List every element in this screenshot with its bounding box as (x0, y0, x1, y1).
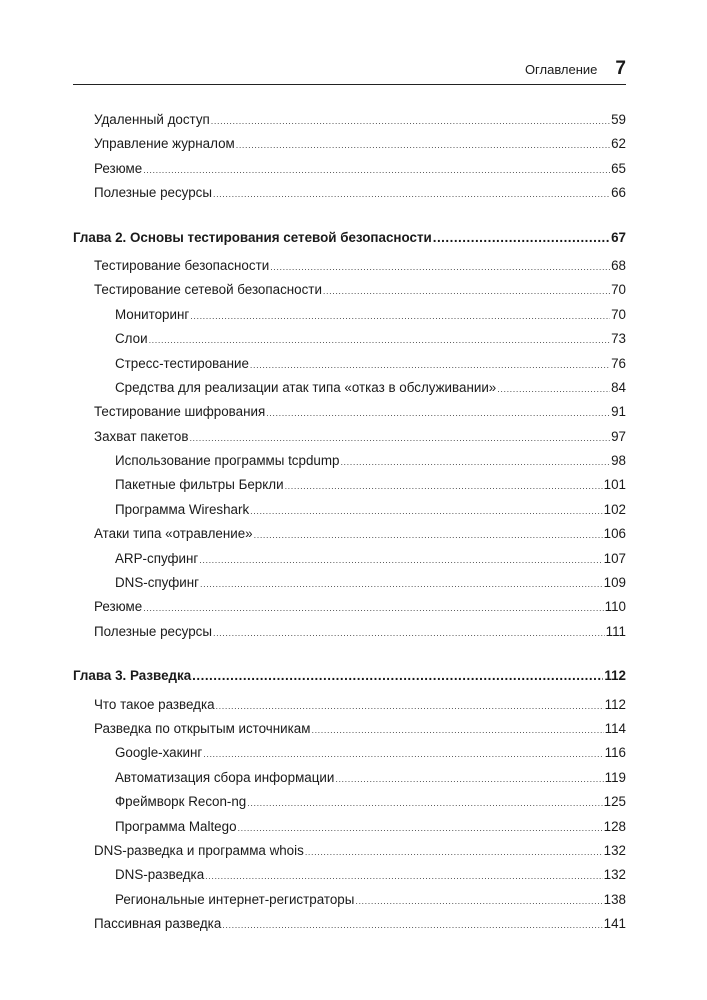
toc-chapter-entry[interactable] (73, 230, 626, 254)
toc-entry[interactable] (73, 892, 626, 916)
toc-entry[interactable] (73, 282, 626, 306)
dot-leader (270, 262, 610, 272)
toc-entry-title: Региональные интернет-регистраторы (115, 891, 355, 907)
toc-entry[interactable] (73, 356, 626, 380)
toc-entry[interactable] (73, 721, 626, 745)
toc-entry[interactable] (73, 599, 626, 623)
toc-entry[interactable] (73, 916, 626, 940)
toc-entry[interactable] (73, 453, 626, 477)
page-number: 7 (615, 58, 626, 79)
toc-entry-page: 91 (611, 404, 626, 420)
toc-entry-page: 101 (603, 477, 626, 493)
toc-entry[interactable] (73, 502, 626, 526)
toc-entry-page: 97 (611, 428, 626, 444)
toc-entry[interactable] (73, 161, 626, 185)
toc-entry-title: Программа Maltego (115, 818, 237, 834)
toc-entry[interactable] (73, 770, 626, 794)
toc-entry[interactable] (73, 380, 626, 404)
toc-entry-page: 107 (603, 550, 626, 566)
toc-entry-title: Мониторинг (115, 306, 190, 322)
toc-entry-page: 106 (603, 526, 626, 542)
toc-entry[interactable] (73, 551, 626, 575)
dot-leader (211, 116, 610, 126)
toc-entry-title: Тестирование сетевой безопасности (94, 282, 322, 298)
dot-leader (203, 749, 603, 759)
toc-entry-title: Google-хакинг (115, 745, 203, 761)
dot-leader (205, 871, 603, 881)
dot-leader (143, 165, 610, 175)
toc-entry-title: Удаленный доступ (94, 112, 210, 127)
toc-entry-page: 110 (604, 599, 626, 615)
toc-entry-title: Автоматизация сбора информации (115, 769, 335, 785)
toc-entry-title: Атаки типа «отравление» (94, 526, 253, 542)
chapter-spacer (73, 210, 626, 230)
toc-entry[interactable] (73, 112, 626, 136)
dot-leader (311, 725, 603, 735)
dot-leader (238, 823, 603, 833)
dot-leader (213, 189, 610, 199)
toc-entry-title: ARP-спуфинг (115, 550, 199, 566)
dot-leader (340, 457, 610, 467)
table-of-contents (73, 112, 626, 941)
dot-leader (143, 603, 603, 613)
dot-leader (199, 555, 602, 565)
toc-entry-title: Резюме (94, 160, 143, 176)
toc-entry-title: Глава 2. Основы тестирования сетевой безопасности (73, 229, 432, 245)
dot-leader (149, 335, 611, 345)
dot-leader (323, 286, 610, 296)
toc-entry-page: 112 (604, 696, 626, 712)
toc-entry-title: Тестирование шифрования (94, 404, 266, 420)
dot-leader (305, 847, 603, 857)
toc-entry-page: 73 (611, 331, 626, 347)
toc-entry-page: 112 (604, 668, 626, 684)
toc-entry-page: 128 (603, 818, 626, 834)
toc-entry[interactable] (73, 526, 626, 550)
toc-entry[interactable] (73, 745, 626, 769)
toc-entry-page: 67 (611, 229, 626, 245)
dot-leader (192, 668, 603, 683)
dot-leader (247, 798, 602, 808)
toc-entry[interactable] (73, 136, 626, 160)
toc-entry-page: 68 (611, 257, 626, 273)
toc-entry-page: 116 (604, 745, 626, 761)
toc-entry[interactable] (73, 575, 626, 599)
toc-entry[interactable] (73, 404, 626, 428)
dot-leader (200, 579, 603, 589)
toc-entry-page: 70 (611, 306, 626, 322)
toc-entry-title: Использование программы tcpdump (115, 453, 340, 469)
toc-entry-page: 114 (604, 720, 626, 736)
dot-leader (236, 140, 610, 150)
toc-entry[interactable] (73, 429, 626, 453)
dot-leader (250, 360, 610, 370)
toc-entry-title: Разведка по открытым источникам (94, 720, 311, 736)
running-header-section-title: Оглавление (524, 62, 598, 77)
toc-entry-title: Управление журналом (94, 136, 235, 152)
toc-entry[interactable] (73, 477, 626, 501)
dot-leader (266, 408, 610, 418)
toc-entry-page: 141 (603, 916, 626, 932)
dot-leader (222, 920, 602, 930)
toc-entry-title: DNS-разведка (115, 867, 205, 883)
toc-chapter-entry[interactable] (73, 668, 626, 692)
toc-entry-title: Полезные ресурсы (94, 185, 212, 201)
toc-entry-page: 66 (611, 185, 626, 201)
toc-entry-page: 59 (611, 112, 626, 127)
toc-entry[interactable] (73, 843, 626, 867)
chapter-spacer (73, 648, 626, 668)
dot-leader (497, 384, 610, 394)
toc-entry-page: 119 (604, 769, 626, 785)
toc-entry-title: Пакетные фильтры Беркли (115, 477, 284, 493)
dot-leader (250, 506, 603, 516)
dot-leader (355, 896, 602, 906)
toc-entry[interactable] (73, 258, 626, 282)
toc-entry-page: 125 (603, 794, 626, 810)
dot-leader (216, 701, 604, 711)
toc-entry-title: Программа Wireshark (115, 501, 250, 517)
toc-entry[interactable] (73, 697, 626, 721)
dot-leader (335, 774, 603, 784)
toc-entry[interactable] (73, 867, 626, 891)
dot-leader (285, 481, 603, 491)
toc-entry-title: Тестирование безопасности (94, 257, 270, 273)
toc-entry-page: 132 (603, 842, 626, 858)
toc-entry-title: Полезные ресурсы (94, 623, 212, 639)
toc-entry[interactable] (73, 794, 626, 818)
toc-entry-page: 138 (603, 891, 626, 907)
toc-entry[interactable] (73, 331, 626, 355)
dot-leader (189, 433, 610, 443)
toc-entry-title: Резюме (94, 599, 143, 615)
toc-entry-title: Слои (115, 331, 148, 347)
running-header (73, 58, 626, 85)
toc-entry-page: 70 (611, 282, 626, 298)
toc-entry-title: Средства для реализации атак типа «отказ в обслуживании» (115, 379, 497, 395)
toc-entry-title: Захват пакетов (94, 428, 189, 444)
toc-entry[interactable] (73, 185, 626, 209)
toc-entry-page: 102 (603, 501, 626, 517)
toc-entry-title: Стресс-тестирование (115, 355, 249, 371)
toc-entry-page: 65 (611, 160, 626, 176)
toc-entry-page: 62 (611, 136, 626, 152)
dot-leader (213, 628, 605, 638)
toc-entry-page: 109 (603, 575, 626, 591)
toc-entry[interactable] (73, 819, 626, 843)
dot-leader (254, 530, 603, 540)
toc-entry-page: 84 (611, 379, 626, 395)
toc-entry-title: Фреймворк Recon-ng (115, 794, 247, 810)
toc-entry-page: 76 (611, 355, 626, 371)
toc-entry[interactable] (73, 624, 626, 648)
dot-leader (190, 311, 610, 321)
toc-entry-page: 111 (605, 623, 626, 639)
toc-entry-title: DNS-разведка и программа whois (94, 842, 304, 858)
toc-entry-title: DNS-спуфинг (115, 575, 199, 591)
toc-entry-title: Что такое разведка (94, 696, 215, 712)
toc-entry[interactable] (73, 307, 626, 331)
toc-entry-page: 98 (611, 453, 626, 469)
toc-entry-title: Глава 3. Разведка (73, 668, 192, 684)
toc-entry-title: Пассивная разведка (94, 916, 222, 932)
toc-entry-page: 132 (603, 867, 626, 883)
dot-leader (433, 230, 610, 245)
